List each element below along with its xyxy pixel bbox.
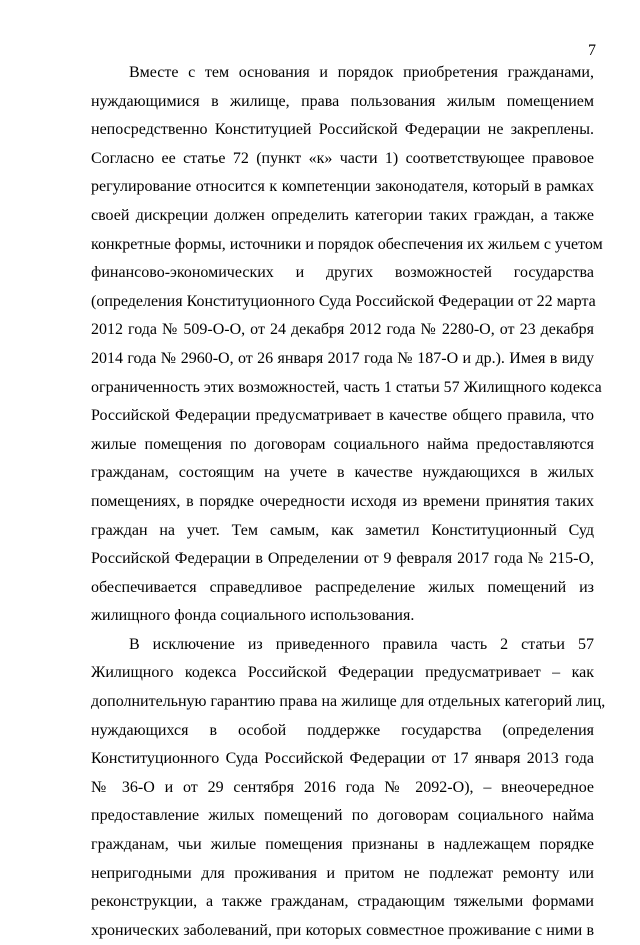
text-line: жилые помещения по договорам социального найма предоставляются [91, 435, 594, 453]
text-line: непосредственно Конституцией Российской Федерации не закреплены. [91, 121, 594, 139]
text-line: № 36-О и от 29 сентября 2016 года № 2092-О), – внеочередное [91, 778, 594, 796]
text-line: Российской Федерации в Определении от 9 февраля 2017 года № 215-О, [91, 550, 594, 568]
page-number: 7 [588, 42, 596, 59]
text-line: предоставление жилых помещений по договорам социального найма [91, 807, 594, 825]
text-line: обеспечивается справедливое распределение жилых помещений из [91, 578, 594, 596]
text-line: ограниченность этих возможностей, часть 1 статьи 57 Жилищного кодекса [91, 378, 602, 396]
text-line: хронических заболеваний, при которых совместное проживание с ними в [91, 921, 594, 939]
text-line: Конституционного Суда Российской Федерации от 17 января 2013 года [91, 750, 594, 768]
text-line: финансово-экономических и других возможностей государства [91, 264, 594, 282]
text-line: гражданам, состоящим на учете в качестве нуждающихся в жилых [91, 464, 594, 482]
text-line: дополнительную гарантию права на жилище для отдельных категорий лиц, [91, 693, 606, 711]
text-line: (определения Конституционного Суда Российской Федерации от 22 марта [91, 292, 596, 310]
text-line: помещениях, в порядке очередности исходя из времени принятия таких [91, 492, 594, 510]
document-body [91, 59, 606, 945]
text-line: своей дискреции должен определить категории таких граждан, а также [91, 206, 594, 224]
text-line: граждан на учет. Тем самым, как заметил Конституционный Суд [91, 521, 594, 539]
text-line: 2014 года № 2960-О, от 26 января 2017 года № 187-О и др.). Имея в виду [91, 349, 594, 367]
text-line: 2012 года № 509-О-О, от 24 декабря 2012 года № 2280-О, от 23 декабря [91, 321, 594, 339]
text-line: нуждающихся в особой поддержке государства (определения [91, 721, 594, 739]
paragraph [91, 59, 603, 631]
text-line: Согласно ее статье 72 (пункт «к» части 1) соответствующее правовое [91, 149, 594, 167]
text-line: непригодными для проживания и притом не подлежат ремонту или [91, 864, 594, 882]
text-line: гражданам, чьи жилые помещения признаны в надлежащем порядке [91, 836, 594, 854]
text-line: регулирование относится к компетенции законодателя, который в рамках [91, 178, 594, 196]
paragraph [91, 631, 606, 945]
text-line: нуждающимися в жилище, права пользования жилым помещением [91, 92, 594, 110]
text-line: конкретные формы, источники и порядок обеспечения их жильем с учетом [91, 235, 603, 253]
text-line: жилищного фонда социального использования. [91, 607, 415, 625]
text-line: Жилищного кодекса Российской Федерации предусматривает – как [91, 664, 594, 682]
text-line: В исключение из приведенного правила часть 2 статьи 57 [129, 635, 594, 653]
text-line: Вместе с тем основания и порядок приобретения гражданами, [129, 64, 594, 81]
text-line: Российской Федерации предусматривает в качестве общего правила, что [91, 407, 594, 425]
text-line: реконструкции, а также гражданам, страдающим тяжелыми формами [91, 893, 594, 911]
